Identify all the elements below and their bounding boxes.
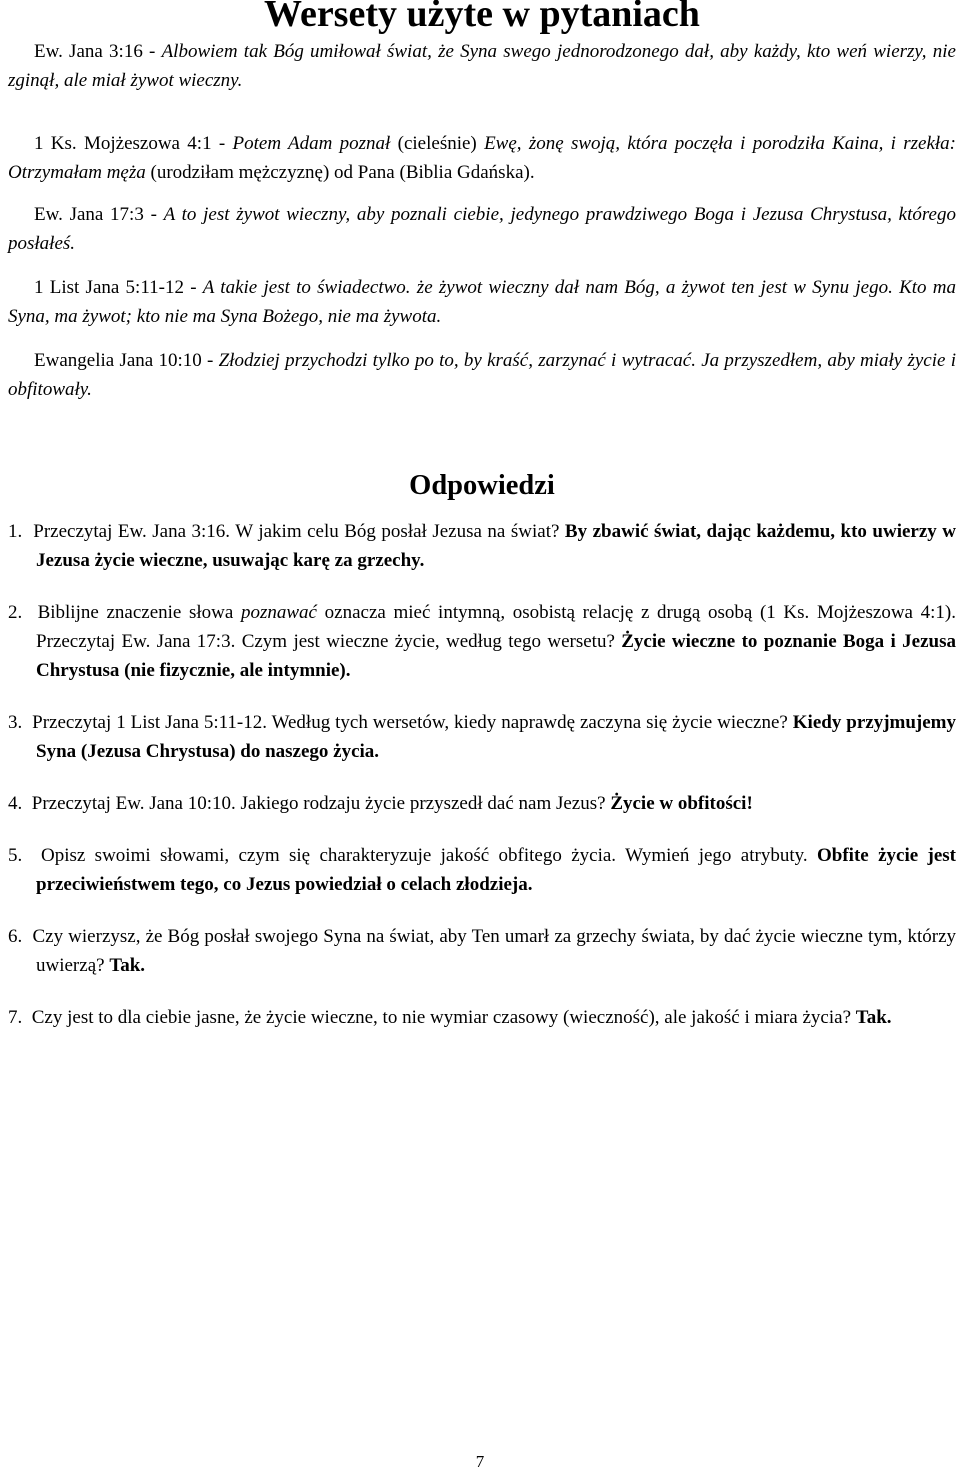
question-number: 2.: [8, 602, 23, 623]
verse-note: (cieleśnie): [390, 133, 485, 154]
question-text: Przeczytaj Ew. Jana 10:10. Jakiego rodzaju życie przyszedł dać nam Jezus?: [31, 793, 611, 814]
question-answer: Tak.: [109, 955, 146, 976]
page-number: 7: [475, 1452, 485, 1471]
verse-text: Albowiem tak Bóg umiłował świat, że Syna swego jednorodzonego dał, aby każdy, kto weń wierzy, nie zginął, ale miał żywot wieczny.: [8, 41, 956, 91]
verse-ref: Ewangelia Jana 10:10 -: [34, 350, 219, 371]
document-page: [8, 0, 956, 1032]
question-3: [8, 708, 956, 766]
question-text: Przeczytaj 1 List Jana 5:11-12. Według tych wersetów, kiedy naprawdę zaczyna się życie wieczne?: [32, 712, 793, 733]
question-number: 1.: [8, 521, 23, 542]
verse-text: A to jest żywot wieczny, aby poznali ciebie, jedynego prawdziwego Boga i Jezusa Chrystusa, którego posłałeś.: [8, 204, 956, 254]
question-answer: Kiedy przyjmujemy Syna (Jezusa Chrystusa) do naszego życia.: [36, 712, 957, 762]
question-answer: Życie wieczne to poznanie Boga i Jezusa Chrystusa (nie fizycznie, ale intymnie).: [36, 631, 956, 681]
page-title: Wersety użyte w pytaniach: [264, 0, 700, 35]
question-2: [8, 598, 956, 685]
verse-1john-5-11: [8, 273, 956, 331]
verse-tail: (urodziłam mężczyznę) od Pana (Biblia Gdańska).: [145, 162, 535, 183]
question-5: [8, 841, 956, 899]
question-text: Opisz swoimi słowami, czym się charakteryzuje jakość obfitego życia. Wymień jego atrybuty.: [40, 845, 817, 866]
verse-ref: 1 Ks. Mojżeszowa 4:1 -: [34, 133, 233, 154]
question-answer: Obfite życie jest przeciwieństwem tego, co Jezus powiedział o celach złodzieja.: [36, 845, 956, 895]
verse-text: Potem Adam poznał: [232, 133, 391, 154]
question-text: Przeczytaj Ew. Jana 3:16. W jakim celu Bóg posłał Jezusa na świat?: [33, 521, 565, 542]
question-6: [8, 922, 956, 980]
question-number: 5.: [8, 845, 23, 866]
question-text-continued: oznacza mieć intymną, osobistą relację z drugą osobą (1 Ks. Mojżeszowa 4:1). Przeczytaj Ew. Jana 17:3. Czym jest wieczne życie, według tego wersetu?: [36, 602, 956, 652]
verse-text: A takie jest to świadectwo. że żywot wieczny dał nam Bóg, a żywot ten jest w Synu jego. Kto ma Syna, ma żywot; kto nie ma Syna Bożego, nie ma żywota.: [8, 277, 956, 327]
verse-john-17-3: [8, 200, 956, 258]
question-answer: By zbawić świat, dając każdemu, kto uwierzy w Jezusa życie wieczne, usuwając karę za grzechy.: [36, 521, 957, 571]
question-text: Czy jest to dla ciebie jasne, że życie wieczne, to nie wymiar czasowy (wieczność), ale jakość i miara życia?: [31, 1007, 856, 1028]
question-answer: Życie w obfitości!: [610, 793, 753, 814]
verse-john-3-16: [8, 37, 956, 95]
verse-ref: 1 List Jana 5:11-12 -: [34, 277, 203, 298]
verse-ref: Ew. Jana 3:16 -: [34, 41, 162, 62]
verse-john-10-10: [8, 346, 956, 404]
verse-text-continued: Ewę, żonę swoją, która poczęła i porodziła Kaina, i rzekła: Otrzymałam męża: [8, 133, 956, 183]
verse-text: Złodziej przychodzi tylko po to, by kraść, zarzynać i wytracać. Ja przyszedłem, aby miały życie i obfitowały.: [8, 350, 956, 400]
question-italic-term: poznawać: [240, 602, 317, 623]
verse-genesis-4-1: [8, 129, 956, 187]
answers-heading: Odpowiedzi: [409, 470, 555, 501]
verse-ref: Ew. Jana 17:3 -: [34, 204, 164, 225]
question-number: 4.: [8, 793, 23, 814]
question-7: [8, 1003, 956, 1032]
question-4: [8, 789, 956, 818]
question-text: Czy wierzysz, że Bóg posłał swojego Syna na świat, aby Ten umarł za grzechy świata, by dać życie wieczne tym, którzy uwierzą?: [32, 926, 956, 976]
question-text: Biblijne znaczenie słowa: [37, 602, 241, 623]
question-number: 6.: [8, 926, 23, 947]
question-1: [8, 517, 956, 575]
question-number: 3.: [8, 712, 23, 733]
question-answer: Tak.: [855, 1007, 892, 1028]
question-number: 7.: [8, 1007, 23, 1028]
